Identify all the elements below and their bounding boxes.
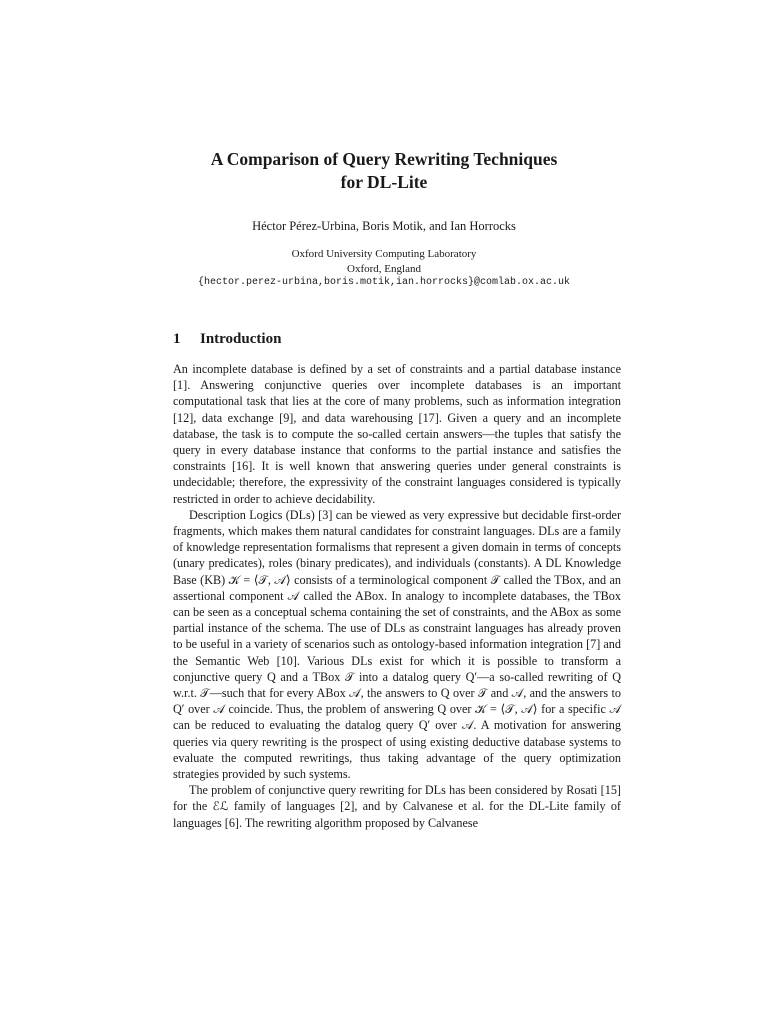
section-number: 1 [173,331,181,347]
section-heading [173,329,623,349]
author-emails: {hector.perez-urbina,boris.motik,ian.horrocks}@comlab.ox.ac.uk [197,277,571,288]
paragraph: An incomplete database is defined by a set of constraints and a partial database instance [1]. Answering conjunctive queries over incomplete databases is an important computational task that lies at the core of many problems, such as information integration [12], data exchange [9], and data warehousing [17]. Given a query and an incomplete database, the task is to compute the so-called certain answers—the tuples that satisfy the query in every database instance that conforms to the partial instance and satisfies the constraints [16]. It is well known that answering queries under general constraints is undecidable; therefore, the expressivity of the constraint languages considered is typically restricted in order to achieve decidability. [173,362,621,506]
section-title: Introduction [200,331,282,347]
affiliation-block [0,247,768,291]
title-line-2: for DL-Lite [340,172,428,192]
title-line-1: A Comparison of Query Rewriting Techniques [210,149,558,169]
paper-title [0,148,768,194]
author-list: Héctor Pérez-Urbina, Boris Motik, and Ian Horrocks [252,219,516,233]
paragraph: The problem of conjunctive query rewriting for DLs has been considered by Rosati [15] for the ℰℒ family of languages [2], and by Calvanese et al. for the DL-Lite family of languages [6]. The rewriting algorithm proposed by Calvanese [173,783,621,830]
paragraph: Description Logics (DLs) [3] can be viewed as very expressive but decidable first-order fragments, which makes them natural candidates for constraint languages. DLs are a family of knowledge representation formalisms that represent a given domain in terms of concepts (unary predicates), roles (binary predicates), and individuals (constants). A DL Knowledge Base (KB) 𝒦 = ⟨𝒯, 𝒜⟩ consists of a terminological component 𝒯 called the TBox, and an assertional component 𝒜 called the ABox. In analogy to incomplete databases, the TBox can be seen as a conceptual schema containing the set of constraints, and the ABox as some partial instance of the schema. The use of DLs as constraint languages has already proven to be useful in a variety of scenarios such as ontology-based information integration [7] and the Semantic Web [10]. Various DLs exist for which it is possible to transform a conjunctive query Q and a TBox 𝒯 into a datalog query Q′—a so-called rewriting of Q w.r.t. 𝒯—such that for every ABox 𝒜, the answers to Q over 𝒯 and 𝒜, and the answers to Q′ over 𝒜 coincide. Thus, the problem of answering Q over 𝒦 = ⟨𝒯, 𝒜⟩ for a specific 𝒜 can be reduced to evaluating the datalog query Q′ over 𝒜. A motivation for answering queries via query rewriting is the prospect of using existing deductive database systems to evaluate the computed rewritings, thus taking advantage of the query optimization strategies provided by such systems. [173,507,621,782]
affiliation-line-2: Oxford, England [347,262,421,275]
body-text [173,361,621,831]
affiliation-line-1: Oxford University Computing Laboratory [291,248,477,260]
